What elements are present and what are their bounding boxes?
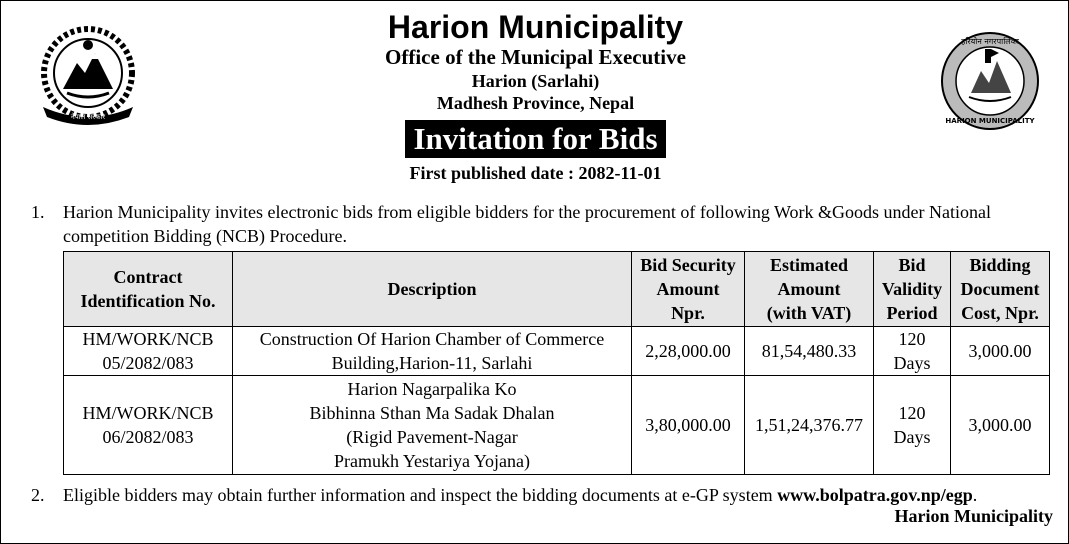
row-2-validity-line-1: 120: [898, 403, 926, 423]
paragraph-2-text: Eligible bidders may obtain further information and inspect the bidding documents at e-GP system: [63, 485, 778, 505]
row-2-desc-line-1: Harion Nagarpalika Ko: [347, 379, 517, 399]
header-security-line-2: Amount: [656, 279, 720, 299]
row-1-estimated-amount: 81,54,480.33: [745, 327, 874, 376]
header-contract-line-1: Contract: [113, 267, 183, 287]
header-bid-validity: [874, 252, 951, 327]
municipality-title: Harion Municipality: [387, 9, 684, 45]
row-2-desc-line-3: (Rigid Pavement-Nagar: [346, 427, 518, 447]
header-validity-line-3: Period: [886, 303, 938, 323]
emblem-left-caption: नेपाल सरकार: [70, 113, 106, 121]
header-estimated-line-3: (with VAT): [766, 303, 852, 323]
header-estimated-line-2: Amount: [777, 279, 841, 299]
row-2-desc-line-4: Pramukh Yestariya Yojana): [334, 451, 530, 471]
row-2-id-line-2: 06/2082/083: [102, 427, 194, 447]
row-2-id-line-1: HM/WORK/NCB: [82, 403, 214, 423]
header-doccost-line-1: Bidding: [969, 255, 1031, 275]
paragraph-2-end: .: [972, 485, 978, 505]
row-2-validity-line-2: Days: [893, 427, 931, 447]
table-row: [64, 327, 1050, 376]
header-bid-security: [632, 252, 745, 327]
header-description: Description: [233, 252, 632, 327]
paragraph-1-number: 1.: [31, 202, 45, 222]
row-2-desc-line-2: Bibhinna Sthan Ma Sadak Dhalan: [309, 403, 555, 423]
header-estimated-amount: [745, 252, 874, 327]
row-1-validity-line-1: 120: [898, 329, 926, 349]
header-doccost-line-3: Cost, Npr.: [961, 303, 1039, 323]
table-header-row: [64, 252, 1050, 327]
row-1-description: [233, 327, 632, 376]
paragraph-1: [31, 200, 1061, 248]
row-1-bid-security: 2,28,000.00: [632, 327, 745, 376]
row-2-description: [233, 376, 632, 475]
paragraph-2-number: 2.: [31, 485, 45, 505]
header-validity-line-2: Validity: [881, 279, 943, 299]
row-2-document-cost: 3,000.00: [951, 376, 1050, 475]
row-1-validity-line-2: Days: [893, 353, 931, 373]
paragraph-2-body: [63, 483, 1061, 507]
row-1-bid-validity: [874, 327, 951, 376]
row-2-bid-security: 3,80,000.00: [632, 376, 745, 475]
notice-header: [1, 9, 1069, 184]
row-1-id-line-1: HM/WORK/NCB: [82, 329, 214, 349]
seal-caption-bottom: HARION MUNICIPALITY: [945, 117, 1035, 125]
seal-caption-top: हरियोन नगरपालिका: [961, 37, 1019, 46]
header-doccost-line-2: Document: [960, 279, 1040, 299]
row-2-estimated-amount: 1,51,24,376.77: [745, 376, 874, 475]
address-line-2: Madhesh Province, Nepal: [436, 93, 635, 113]
office-title: Office of the Municipal Executive: [385, 45, 686, 69]
egp-link[interactable]: www.bolpatra.gov.np/egp: [777, 485, 973, 505]
header-estimated-line-1: Estimated: [770, 255, 848, 275]
bids-table: [63, 251, 1050, 475]
header-contract-id: [64, 252, 233, 327]
row-1-document-cost: 3,000.00: [951, 327, 1050, 376]
header-security-line-1: Bid Security: [640, 255, 736, 275]
row-1-contract-id: [64, 327, 233, 376]
row-1-id-line-2: 05/2082/083: [102, 353, 194, 373]
published-date: First published date : 2082-11-01: [409, 163, 662, 183]
paragraph-1-text: Harion Municipality invites electronic bids from eligible bidders for the procurement of following Work &Goods under National competition Bidding (NCB) Procedure.: [63, 202, 992, 246]
row-1-desc-line-1: Construction Of Harion Chamber of Commerce: [259, 329, 605, 349]
address-line-1: Harion (Sarlahi): [471, 71, 600, 91]
header-validity-line-1: Bid: [898, 255, 926, 275]
header-document-cost: [951, 252, 1050, 327]
header-security-line-3: Npr.: [671, 303, 705, 323]
table-row: [64, 376, 1050, 475]
header-contract-line-2: Identification No.: [80, 291, 216, 311]
paragraph-2: [31, 483, 1061, 507]
signoff: Harion Municipality: [894, 506, 1053, 526]
row-2-bid-validity: [874, 376, 951, 475]
row-2-contract-id: [64, 376, 233, 475]
row-1-desc-line-2: Building,Harion-11, Sarlahi: [331, 353, 533, 373]
invitation-for-bids-banner: Invitation for Bids: [405, 120, 665, 158]
